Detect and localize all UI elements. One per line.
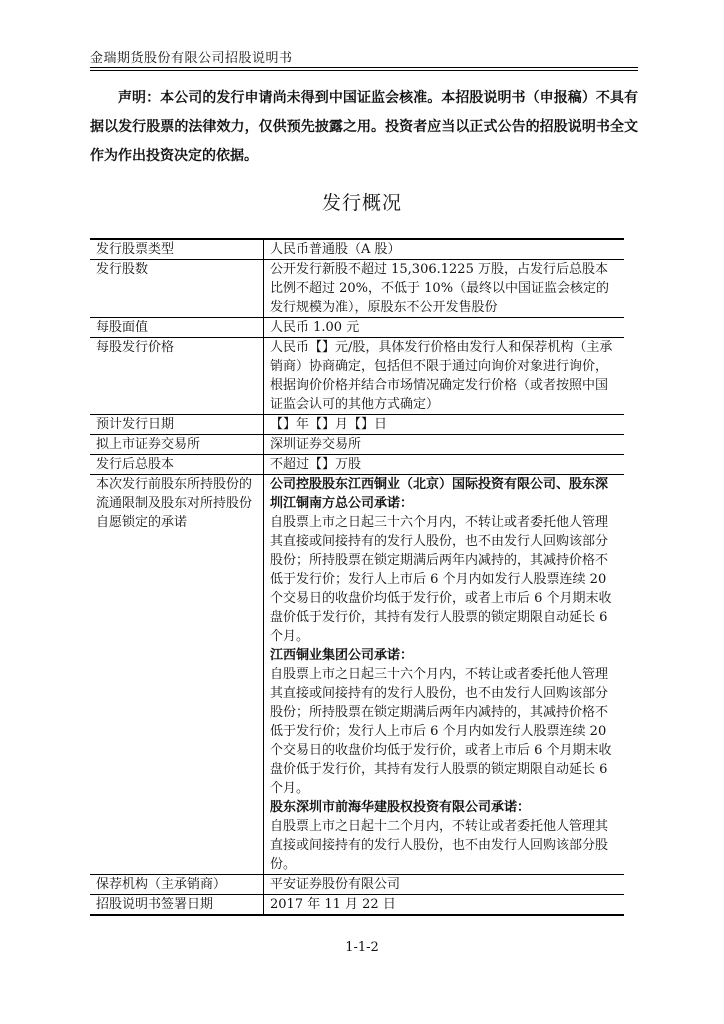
row-label: 发行股票类型 [90, 239, 264, 260]
page-number: 1-1-2 [345, 940, 379, 955]
commitment-heading: 江西铜业集团公司承诺： [270, 648, 414, 663]
table-row [90, 415, 624, 435]
header-rule-double [90, 70, 638, 71]
row-value: 人民币【】元/股，具体发行价格由发行人和保荐机构（主承销商）协商确定，包括但不限于通过向询价对象进行询价，根据询价价格并结合市场情况确定发行价格（或者按照中国证监会认可的其他方式确定） [264, 338, 625, 415]
table-row [90, 239, 624, 260]
table-row [90, 895, 624, 916]
table-row [90, 875, 624, 895]
header-rule [90, 67, 638, 68]
offering-summary-table [90, 238, 624, 916]
row-value: 平安证券股份有限公司 [264, 875, 625, 895]
row-label: 拟上市证券交易所 [90, 435, 264, 455]
commitment-heading: 股东深圳市前海华建股权投资有限公司承诺： [270, 800, 531, 815]
row-label: 招股说明书签署日期 [90, 895, 264, 916]
row-value: 【】年【】月【】日 [264, 415, 625, 435]
row-label: 发行股数 [90, 260, 264, 318]
table-row [90, 318, 624, 338]
row-value [264, 475, 625, 875]
row-value: 公开发行新股不超过 15,306.1225 万股，占发行后总股本比例不超过 20%，不低于 10%（最终以中国证监会核定的发行规模为准），原股东不公开发售股份 [264, 260, 625, 318]
row-value: 2017 年 11 月 22 日 [264, 895, 625, 916]
row-value: 人民币普通股（A 股） [264, 239, 625, 260]
table-row [90, 338, 624, 415]
document-header: 金瑞期货股份有限公司招股说明书 [90, 51, 293, 66]
table-row [90, 260, 624, 318]
table-row [90, 435, 624, 455]
commitment-text: 自股票上市之日起三十六个月内，不转让或者委托他人管理其直接或间接持有的发行人股份，也不由发行人回购该部分股份；所持股票在锁定期满后两年内减持的，其减持价格不低于发行价；发行人上市后 6 个月内如发行人股票连续 20 个交易日的收盘价均低于发行价，或者上市后 6 个月期末收盘价低于发行价，其持有发行人股票的锁定期限自动延长 6 个月。 [270, 515, 612, 644]
table-row [90, 455, 624, 475]
row-label: 发行后总股本 [90, 455, 264, 475]
disclaimer-statement: 声明：本公司的发行申请尚未得到中国证监会核准。本招股说明书（申报稿）不具有据以发行股票的法律效力，仅供预先披露之用。投资者应当以正式公告的招股说明书全文作为作出投资决定的依据。 [90, 90, 638, 164]
row-label: 保荐机构（主承销商） [90, 875, 264, 895]
table-row-lockup [90, 475, 624, 875]
commitment-text: 自股票上市之日起三十六个月内，不转让或者委托他人管理其直接或间接持有的发行人股份，也不由发行人回购该部分股份；所持股票在锁定期满后两年内减持的，其减持价格不低于发行价；发行人上市后 6 个月内如发行人股票连续 20 个交易日的收盘价均低于发行价，或者上市后 6 个月期末收盘价低于发行价，其持有发行人股票的锁定期限自动延长 6 个月。 [270, 667, 612, 796]
row-value: 不超过【】万股 [264, 455, 625, 475]
row-label: 每股面值 [90, 318, 264, 338]
row-value: 人民币 1.00 元 [264, 318, 625, 338]
commitment-text: 自股票上市之日起十二个月内，不转让或者委托他人管理其直接或间接持有的发行人股份，也不由发行人回购该部分股份。 [270, 819, 609, 872]
row-value: 深圳证券交易所 [264, 435, 625, 455]
row-label: 预计发行日期 [90, 415, 264, 435]
row-label: 本次发行前股东所持股份的流通限制及股东对所持股份自愿锁定的承诺 [90, 475, 264, 875]
section-title: 发行概况 [321, 192, 402, 214]
row-label: 每股发行价格 [90, 338, 264, 415]
commitment-heading: 公司控股股东江西铜业（北京）国际投资有限公司、股东深圳江铜南方总公司承诺： [270, 477, 609, 511]
